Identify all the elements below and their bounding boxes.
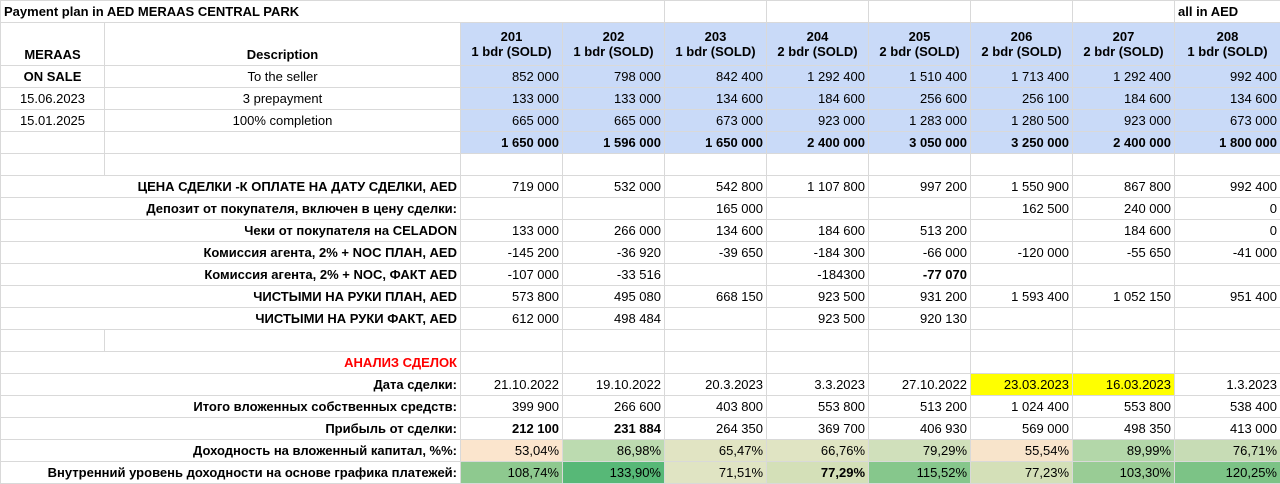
cell[interactable]: [1175, 330, 1280, 352]
analysis-value[interactable]: 513 200: [869, 396, 971, 418]
deal-value[interactable]: [665, 308, 767, 330]
deal-value[interactable]: -36 920: [563, 242, 665, 264]
deal-value[interactable]: 0: [1175, 198, 1280, 220]
deal-value[interactable]: 162 500: [971, 198, 1073, 220]
analysis-value[interactable]: 55,54%: [971, 440, 1073, 462]
analysis-row: [1, 396, 1280, 418]
deal-value[interactable]: 1 107 800: [767, 176, 869, 198]
analysis-value[interactable]: 20.3.2023: [665, 374, 767, 396]
deal-label[interactable]: ЦЕНА СДЕЛКИ -К ОПЛАТЕ НА ДАТУ СДЕЛКИ, AED: [1, 176, 461, 198]
payment-value[interactable]: 673 000: [665, 110, 767, 132]
deal-value[interactable]: 867 800: [1073, 176, 1175, 198]
total-value[interactable]: 3 050 000: [869, 132, 971, 154]
payment-value[interactable]: 665 000: [461, 110, 563, 132]
deal-value[interactable]: 951 400: [1175, 286, 1280, 308]
cell[interactable]: [869, 330, 971, 352]
cell[interactable]: [869, 154, 971, 176]
analysis-value[interactable]: 108,74%: [461, 462, 563, 484]
analysis-value[interactable]: 212 100: [461, 418, 563, 440]
deal-value[interactable]: -120 000: [971, 242, 1073, 264]
unit-number: 206: [974, 29, 1069, 44]
deal-value[interactable]: [1175, 264, 1280, 286]
deal-value[interactable]: 997 200: [869, 176, 971, 198]
deal-value[interactable]: -41 000: [1175, 242, 1280, 264]
deal-value[interactable]: 133 000: [461, 220, 563, 242]
analysis-row: [1, 418, 1280, 440]
cell[interactable]: [1073, 352, 1175, 374]
sheet-title[interactable]: Payment plan in AED MERAAS CENTRAL PARK: [1, 1, 665, 23]
deal-row: [1, 176, 1280, 198]
deal-value[interactable]: [971, 308, 1073, 330]
unit-header-204[interactable]: [767, 23, 869, 66]
analysis-value[interactable]: 264 350: [665, 418, 767, 440]
deal-value[interactable]: 134 600: [665, 220, 767, 242]
analysis-value[interactable]: 77,29%: [767, 462, 869, 484]
unit-header-203[interactable]: [665, 23, 767, 66]
unit-type: 1 bdr (SOLD): [464, 44, 559, 59]
payment-value[interactable]: 798 000: [563, 66, 665, 88]
analysis-row: [1, 462, 1280, 484]
analysis-value[interactable]: 71,51%: [665, 462, 767, 484]
payment-value[interactable]: 1 283 000: [869, 110, 971, 132]
deal-value[interactable]: [1073, 308, 1175, 330]
analysis-value[interactable]: 103,30%: [1073, 462, 1175, 484]
analysis-value[interactable]: 89,99%: [1073, 440, 1175, 462]
cell[interactable]: [1, 154, 105, 176]
deal-value[interactable]: 668 150: [665, 286, 767, 308]
analysis-value[interactable]: 553 800: [767, 396, 869, 418]
deal-value[interactable]: [869, 198, 971, 220]
cell[interactable]: [1073, 330, 1175, 352]
payment-value[interactable]: 133 000: [563, 88, 665, 110]
header-description[interactable]: Description: [105, 23, 461, 66]
cell[interactable]: [971, 154, 1073, 176]
deal-value[interactable]: -77 070: [869, 264, 971, 286]
payment-value[interactable]: 256 600: [869, 88, 971, 110]
payment-row: [1, 66, 1280, 88]
unit-type: 2 bdr (SOLD): [770, 44, 865, 59]
analysis-label[interactable]: Прибыль от сделки:: [1, 418, 461, 440]
deal-row: [1, 308, 1280, 330]
unit-type: 2 bdr (SOLD): [974, 44, 1069, 59]
analysis-value[interactable]: 406 930: [869, 418, 971, 440]
deal-value[interactable]: 920 130: [869, 308, 971, 330]
unit-number: 205: [872, 29, 967, 44]
deal-value[interactable]: 498 484: [563, 308, 665, 330]
deal-value[interactable]: [971, 264, 1073, 286]
payment-value[interactable]: 992 400: [1175, 66, 1280, 88]
cell[interactable]: [105, 330, 461, 352]
deal-value[interactable]: [665, 264, 767, 286]
analysis-value[interactable]: 553 800: [1073, 396, 1175, 418]
deal-label[interactable]: Комиссия агента, 2% + NOC, ФАКТ AED: [1, 264, 461, 286]
deal-value[interactable]: [563, 198, 665, 220]
analysis-value[interactable]: 16.03.2023: [1073, 374, 1175, 396]
deal-value[interactable]: -55 650: [1073, 242, 1175, 264]
unit-number: 207: [1076, 29, 1171, 44]
cell[interactable]: [105, 132, 461, 154]
payment-value[interactable]: 184 600: [1073, 88, 1175, 110]
cell[interactable]: [767, 154, 869, 176]
analysis-value[interactable]: 79,29%: [869, 440, 971, 462]
payment-value[interactable]: 1 510 400: [869, 66, 971, 88]
analysis-value[interactable]: 1 024 400: [971, 396, 1073, 418]
deal-value[interactable]: 542 800: [665, 176, 767, 198]
payment-value[interactable]: 673 000: [1175, 110, 1280, 132]
unit-number: 202: [566, 29, 661, 44]
unit-header-207[interactable]: [1073, 23, 1175, 66]
totals-row: [1, 132, 1280, 154]
total-value[interactable]: 3 250 000: [971, 132, 1073, 154]
cell[interactable]: [1175, 154, 1280, 176]
analysis-value[interactable]: 23.03.2023: [971, 374, 1073, 396]
deal-row: [1, 264, 1280, 286]
analysis-value[interactable]: 1.3.2023: [1175, 374, 1280, 396]
analysis-value[interactable]: 86,98%: [563, 440, 665, 462]
cell[interactable]: [461, 352, 563, 374]
unit-type: 2 bdr (SOLD): [872, 44, 967, 59]
deal-value[interactable]: 165 000: [665, 198, 767, 220]
payment-value[interactable]: 1 292 400: [767, 66, 869, 88]
deal-value[interactable]: -66 000: [869, 242, 971, 264]
cell[interactable]: [461, 154, 563, 176]
cell[interactable]: [665, 330, 767, 352]
analysis-value[interactable]: 27.10.2022: [869, 374, 971, 396]
analysis-value[interactable]: 413 000: [1175, 418, 1280, 440]
analysis-value[interactable]: 569 000: [971, 418, 1073, 440]
deal-value[interactable]: -33 516: [563, 264, 665, 286]
deal-value[interactable]: [767, 198, 869, 220]
analysis-row: [1, 374, 1280, 396]
analysis-value[interactable]: 53,04%: [461, 440, 563, 462]
deal-value[interactable]: [1175, 308, 1280, 330]
total-value[interactable]: 1 650 000: [665, 132, 767, 154]
unit-header-202[interactable]: [563, 23, 665, 66]
deal-value[interactable]: -107 000: [461, 264, 563, 286]
analysis-value[interactable]: 369 700: [767, 418, 869, 440]
deal-value[interactable]: [461, 198, 563, 220]
analysis-heading[interactable]: АНАЛИЗ СДЕЛОК: [1, 352, 461, 374]
deal-label[interactable]: Чеки от покупателя на CELADON: [1, 220, 461, 242]
analysis-value[interactable]: 76,71%: [1175, 440, 1280, 462]
unit-type: 1 bdr (SOLD): [1178, 44, 1277, 59]
total-value[interactable]: 2 400 000: [1073, 132, 1175, 154]
deal-value[interactable]: 1 052 150: [1073, 286, 1175, 308]
unit-number: 201: [464, 29, 559, 44]
payment-value[interactable]: 852 000: [461, 66, 563, 88]
payment-value[interactable]: 842 400: [665, 66, 767, 88]
cell[interactable]: [767, 330, 869, 352]
currency-note[interactable]: all in AED: [1175, 1, 1280, 23]
analysis-value[interactable]: 498 350: [1073, 418, 1175, 440]
cell[interactable]: [563, 352, 665, 374]
cell[interactable]: [971, 330, 1073, 352]
deal-label[interactable]: Комиссия агента, 2% + NOC ПЛАН, AED: [1, 242, 461, 264]
payment-value[interactable]: 1 280 500: [971, 110, 1073, 132]
total-value[interactable]: 1 650 000: [461, 132, 563, 154]
header-meraas[interactable]: MERAAS: [1, 23, 105, 66]
analysis-value[interactable]: 66,76%: [767, 440, 869, 462]
analysis-value[interactable]: 266 600: [563, 396, 665, 418]
analysis-label[interactable]: Итого вложенных собственных средств:: [1, 396, 461, 418]
analysis-label[interactable]: Внутренний уровень доходности на основе графика платежей:: [1, 462, 461, 484]
deal-value[interactable]: 923 500: [767, 308, 869, 330]
analysis-value[interactable]: 65,47%: [665, 440, 767, 462]
payment-value[interactable]: 923 000: [1073, 110, 1175, 132]
deal-value[interactable]: 923 500: [767, 286, 869, 308]
deal-value[interactable]: 240 000: [1073, 198, 1175, 220]
deal-value[interactable]: 1 593 400: [971, 286, 1073, 308]
payment-description[interactable]: 3 prepayment: [105, 88, 461, 110]
analysis-value[interactable]: 3.3.2023: [767, 374, 869, 396]
unit-type: 1 bdr (SOLD): [668, 44, 763, 59]
deal-value[interactable]: -145 200: [461, 242, 563, 264]
deal-value[interactable]: 266 000: [563, 220, 665, 242]
deal-value[interactable]: [1073, 264, 1175, 286]
payment-value[interactable]: 133 000: [461, 88, 563, 110]
analysis-value[interactable]: 120,25%: [1175, 462, 1280, 484]
payment-stage[interactable]: ON SALE: [1, 66, 105, 88]
analysis-label[interactable]: Доходность на вложенный капитал, %%:: [1, 440, 461, 462]
unit-header-205[interactable]: [869, 23, 971, 66]
cell[interactable]: [461, 330, 563, 352]
analysis-value[interactable]: 403 800: [665, 396, 767, 418]
unit-number: 208: [1178, 29, 1277, 44]
cell[interactable]: [971, 352, 1073, 374]
payment-value[interactable]: 184 600: [767, 88, 869, 110]
analysis-value[interactable]: 133,90%: [563, 462, 665, 484]
deal-value[interactable]: -184300: [767, 264, 869, 286]
payment-value[interactable]: 134 600: [665, 88, 767, 110]
cell[interactable]: [563, 330, 665, 352]
deal-value[interactable]: 931 200: [869, 286, 971, 308]
total-value[interactable]: 2 400 000: [767, 132, 869, 154]
payment-value[interactable]: 665 000: [563, 110, 665, 132]
analysis-value[interactable]: 231 884: [563, 418, 665, 440]
unit-number: 204: [770, 29, 865, 44]
deal-value[interactable]: 0: [1175, 220, 1280, 242]
deal-label[interactable]: ЧИСТЫМИ НА РУКИ ФАКТ, AED: [1, 308, 461, 330]
deal-value[interactable]: 992 400: [1175, 176, 1280, 198]
deal-value[interactable]: [971, 220, 1073, 242]
analysis-value[interactable]: 21.10.2022: [461, 374, 563, 396]
payment-value[interactable]: 256 100: [971, 88, 1073, 110]
analysis-value[interactable]: 19.10.2022: [563, 374, 665, 396]
deal-value[interactable]: 612 000: [461, 308, 563, 330]
analysis-value[interactable]: 538 400: [1175, 396, 1280, 418]
cell[interactable]: [869, 352, 971, 374]
payment-value[interactable]: 134 600: [1175, 88, 1280, 110]
deal-row: [1, 198, 1280, 220]
unit-type: 2 bdr (SOLD): [1076, 44, 1171, 59]
deal-value[interactable]: 513 200: [869, 220, 971, 242]
deal-value[interactable]: 495 080: [563, 286, 665, 308]
payment-stage[interactable]: 15.01.2025: [1, 110, 105, 132]
payment-description[interactable]: 100% completion: [105, 110, 461, 132]
cell[interactable]: [1, 330, 105, 352]
deal-value[interactable]: -184 300: [767, 242, 869, 264]
cell[interactable]: [1, 132, 105, 154]
deal-label[interactable]: Депозит от покупателя, включен в цену сделки:: [1, 198, 461, 220]
cell[interactable]: [1175, 352, 1280, 374]
cell[interactable]: [767, 352, 869, 374]
cell[interactable]: [665, 352, 767, 374]
total-value[interactable]: 1 596 000: [563, 132, 665, 154]
payment-value[interactable]: 923 000: [767, 110, 869, 132]
payment-stage[interactable]: 15.06.2023: [1, 88, 105, 110]
unit-header-208[interactable]: [1175, 23, 1280, 66]
deal-row: [1, 286, 1280, 308]
cell[interactable]: [105, 154, 461, 176]
deal-row: [1, 220, 1280, 242]
analysis-value[interactable]: 399 900: [461, 396, 563, 418]
analysis-value[interactable]: 115,52%: [869, 462, 971, 484]
deal-row: [1, 242, 1280, 264]
deal-value[interactable]: 719 000: [461, 176, 563, 198]
deal-value[interactable]: 573 800: [461, 286, 563, 308]
analysis-label[interactable]: Дата сделки:: [1, 374, 461, 396]
cell[interactable]: [665, 154, 767, 176]
cell[interactable]: [1073, 154, 1175, 176]
payment-value[interactable]: 1 713 400: [971, 66, 1073, 88]
deal-value[interactable]: 532 000: [563, 176, 665, 198]
deal-label[interactable]: ЧИСТЫМИ НА РУКИ ПЛАН, AED: [1, 286, 461, 308]
total-value[interactable]: 1 800 000: [1175, 132, 1280, 154]
deal-value[interactable]: 184 600: [1073, 220, 1175, 242]
unit-header-206[interactable]: [971, 23, 1073, 66]
cell[interactable]: [563, 154, 665, 176]
unit-header-201[interactable]: [461, 23, 563, 66]
payment-row: [1, 88, 1280, 110]
unit-number: 203: [668, 29, 763, 44]
unit-type: 1 bdr (SOLD): [566, 44, 661, 59]
payment-value[interactable]: 1 292 400: [1073, 66, 1175, 88]
payment-description[interactable]: To the seller: [105, 66, 461, 88]
deal-value[interactable]: 1 550 900: [971, 176, 1073, 198]
deal-value[interactable]: 184 600: [767, 220, 869, 242]
deal-value[interactable]: -39 650: [665, 242, 767, 264]
analysis-row: [1, 440, 1280, 462]
payment-row: [1, 110, 1280, 132]
analysis-value[interactable]: 77,23%: [971, 462, 1073, 484]
